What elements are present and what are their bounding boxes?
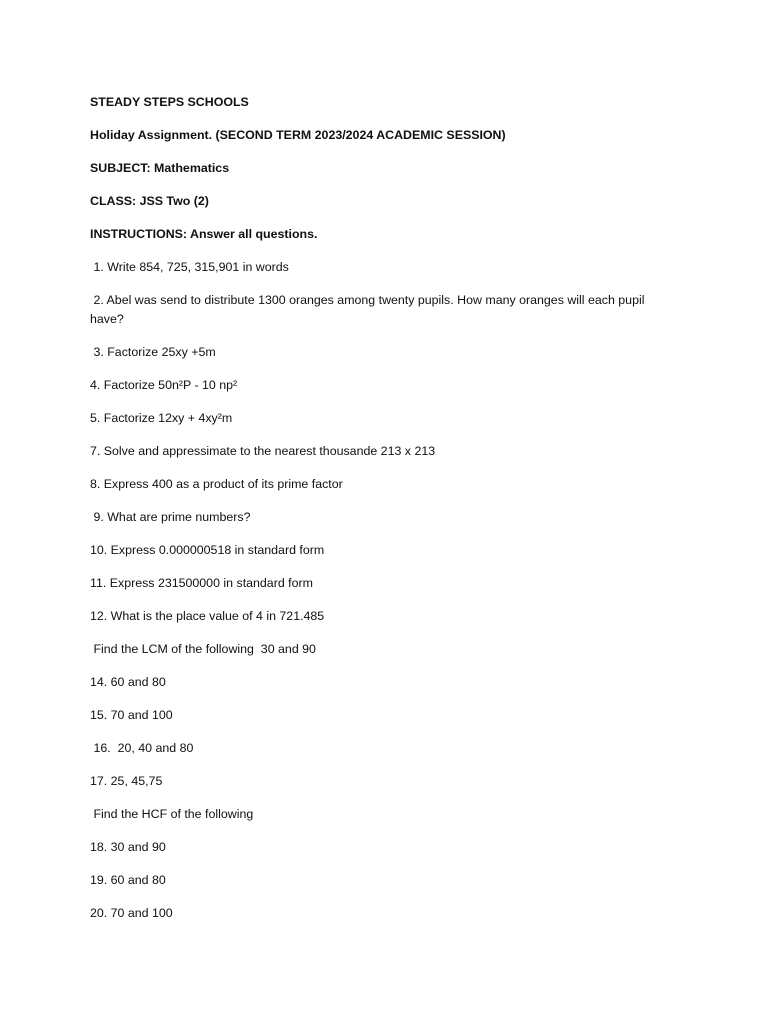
assignment-document (90, 93, 680, 937)
hcf-heading: Find the HCF of the following (90, 807, 254, 821)
question-3: 3. Factorize 25xy +5m (90, 345, 216, 359)
question-19: 19. 60 and 80 (90, 873, 166, 887)
question-15: 15. 70 and 100 (90, 708, 173, 722)
class-line: CLASS: JSS Two (2) (90, 194, 209, 208)
question-17: 17. 25, 45,75 (90, 774, 163, 788)
instructions-line: INSTRUCTIONS: Answer all questions. (90, 227, 318, 241)
question-18: 18. 30 and 90 (90, 840, 166, 854)
lcm-heading: Find the LCM of the following 30 and 90 (90, 642, 316, 656)
question-14: 14. 60 and 80 (90, 675, 166, 689)
question-5: 5. Factorize 12xy + 4xy²m (90, 411, 233, 425)
assignment-title: Holiday Assignment. (SECOND TERM 2023/2024 ACADEMIC SESSION) (90, 128, 506, 142)
question-16: 16. 20, 40 and 80 (90, 741, 194, 755)
question-7: 7. Solve and appressimate to the nearest thousande 213 x 213 (90, 444, 436, 458)
question-9: 9. What are prime numbers? (90, 510, 251, 524)
question-2: 2. Abel was send to distribute 1300 oranges among twenty pupils. How many oranges will each pupil have? (90, 293, 648, 326)
question-20: 20. 70 and 100 (90, 906, 173, 920)
question-4: 4. Factorize 50n²P - 10 np² (90, 378, 238, 392)
question-10: 10. Express 0.000000518 in standard form (90, 543, 325, 557)
subject-line: SUBJECT: Mathematics (90, 161, 230, 175)
question-1: 1. Write 854, 725, 315,901 in words (90, 260, 289, 274)
question-8: 8. Express 400 as a product of its prime factor (90, 477, 343, 491)
question-11: 11. Express 231500000 in standard form (90, 576, 313, 590)
question-12: 12. What is the place value of 4 in 721.485 (90, 609, 325, 623)
school-name: STEADY STEPS SCHOOLS (90, 95, 249, 109)
